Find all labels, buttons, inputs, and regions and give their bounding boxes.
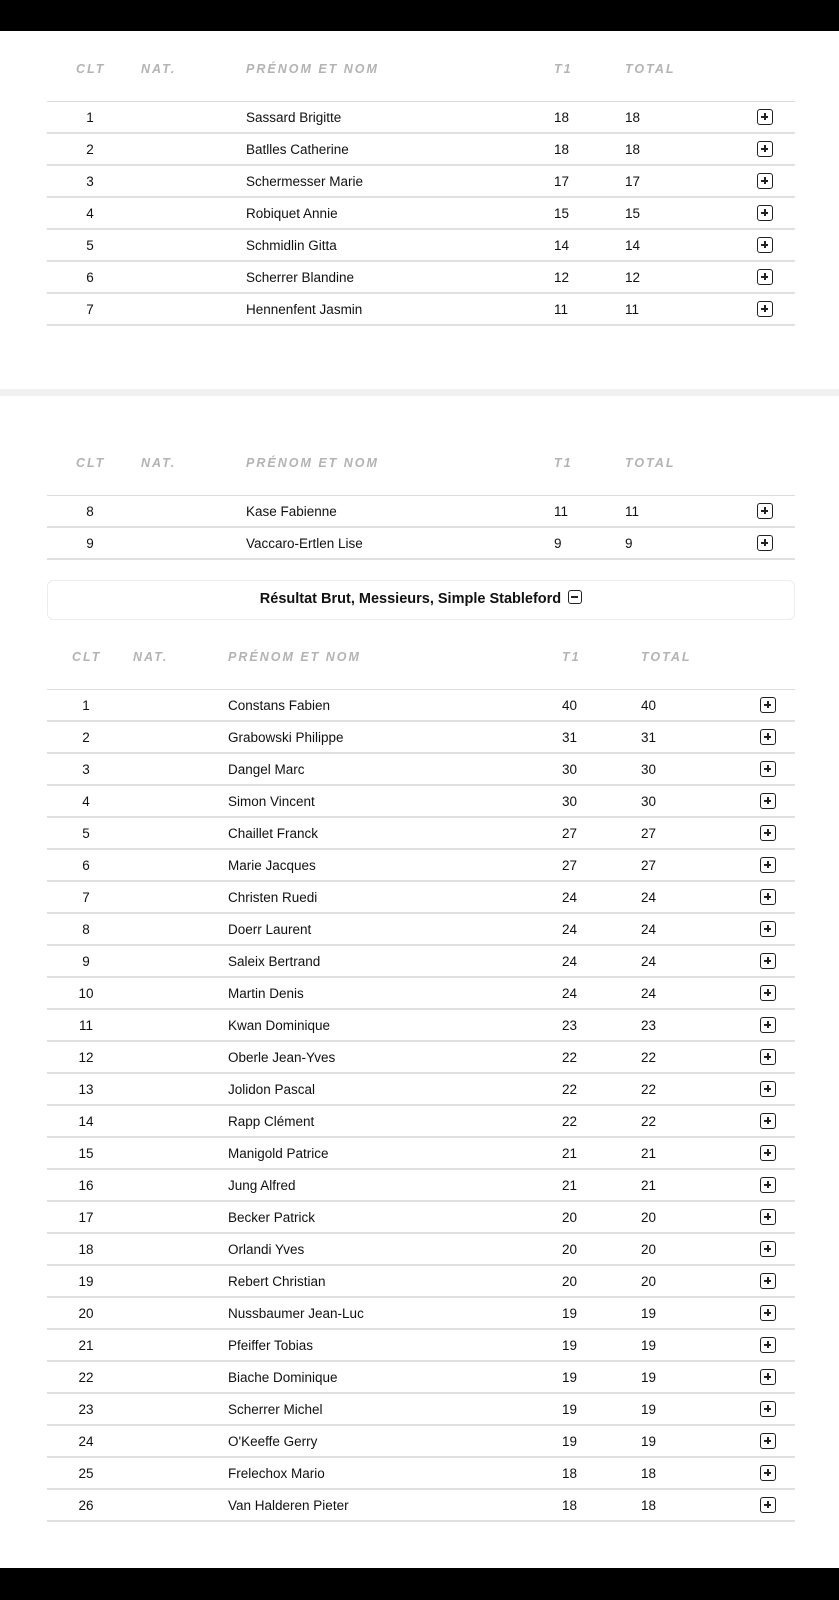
rank-cell: 1	[86, 110, 94, 125]
expand-row-icon[interactable]	[760, 1081, 776, 1097]
player-name: Vaccaro-Ertlen Lise	[246, 536, 363, 551]
total-score: 40	[641, 698, 657, 713]
rank-cell: 12	[78, 1050, 94, 1065]
player-name: Becker Patrick	[228, 1210, 316, 1225]
player-name: Pfeiffer Tobias	[228, 1338, 314, 1353]
column-header-clt[interactable]: CLT	[72, 650, 102, 664]
expand-row-icon[interactable]	[760, 1465, 776, 1481]
expand-row-icon[interactable]	[760, 985, 776, 1001]
total-score: 14	[625, 238, 641, 253]
total-score: 22	[641, 1050, 657, 1065]
rank-cell: 26	[78, 1498, 94, 1513]
column-header-t1[interactable]: T1	[554, 456, 573, 470]
table-row[interactable]	[47, 882, 795, 914]
total-score: 27	[641, 858, 657, 873]
player-name: Orlandi Yves	[228, 1242, 305, 1257]
player-name: Scherrer Blandine	[246, 270, 355, 285]
player-name: Nussbaumer Jean-Luc	[228, 1306, 364, 1321]
rank-cell: 2	[82, 730, 90, 745]
player-name: Chaillet Franck	[228, 826, 319, 841]
table-row[interactable]	[47, 818, 795, 850]
column-header-nat[interactable]: NAT.	[133, 650, 169, 664]
rank-cell: 13	[78, 1082, 94, 1097]
player-name: Saleix Bertrand	[228, 954, 321, 969]
total-score: 30	[641, 762, 657, 777]
total-score: 12	[625, 270, 641, 285]
table-row[interactable]	[47, 1298, 795, 1330]
total-score: 30	[641, 794, 657, 809]
t1-score: 21	[562, 1146, 578, 1161]
column-header-name[interactable]: PRÉNOM ET NOM	[228, 650, 361, 664]
column-header-nat[interactable]: NAT.	[141, 62, 177, 76]
t1-score: 19	[562, 1370, 578, 1385]
player-name: Rebert Christian	[228, 1274, 326, 1289]
expand-row-icon[interactable]	[760, 697, 776, 713]
column-header-nat[interactable]: NAT.	[141, 456, 177, 470]
t1-score: 15	[554, 206, 570, 221]
player-name: Kase Fabienne	[246, 504, 337, 519]
column-header-clt[interactable]: CLT	[76, 456, 106, 470]
table-row[interactable]	[47, 978, 795, 1010]
rank-cell: 24	[78, 1434, 94, 1449]
table-row[interactable]	[47, 722, 795, 754]
player-name: Schmidlin Gitta	[246, 238, 337, 253]
t1-score: 17	[554, 174, 570, 189]
t1-score: 18	[562, 1498, 578, 1513]
rank-cell: 9	[86, 536, 94, 551]
player-name: Constans Fabien	[228, 698, 331, 713]
total-score: 24	[641, 890, 657, 905]
table-body	[47, 689, 795, 1522]
total-score: 24	[641, 986, 657, 1001]
table-row[interactable]	[47, 690, 795, 722]
player-name: Jolidon Pascal	[228, 1082, 316, 1097]
t1-score: 40	[562, 698, 578, 713]
total-score: 18	[641, 1498, 657, 1513]
section-divider	[0, 389, 839, 396]
t1-score: 24	[562, 954, 578, 969]
column-header-name[interactable]: PRÉNOM ET NOM	[246, 456, 379, 470]
t1-score: 18	[562, 1466, 578, 1481]
total-score: 17	[625, 174, 641, 189]
total-score: 20	[641, 1210, 657, 1225]
table-row[interactable]	[47, 166, 795, 198]
expand-row-icon[interactable]	[760, 1209, 776, 1225]
player-name: Rapp Clément	[228, 1114, 315, 1129]
t1-score: 12	[554, 270, 570, 285]
expand-row-icon[interactable]	[760, 1369, 776, 1385]
table-row[interactable]	[47, 786, 795, 818]
rank-cell: 3	[86, 174, 94, 189]
expand-row-icon[interactable]	[757, 237, 773, 253]
total-score: 18	[625, 110, 641, 125]
expand-row-icon[interactable]	[760, 921, 776, 937]
table-row[interactable]	[47, 262, 795, 294]
t1-score: 19	[562, 1434, 578, 1449]
t1-score: 21	[562, 1178, 578, 1193]
table-row[interactable]	[47, 1234, 795, 1266]
player-name: Doerr Laurent	[228, 922, 312, 937]
table-row[interactable]	[47, 1394, 795, 1426]
section-header-men-brut[interactable]	[47, 580, 795, 620]
table-row[interactable]	[47, 294, 795, 326]
player-name: Frelechox Mario	[228, 1466, 325, 1481]
table-body	[47, 101, 795, 326]
total-score: 21	[641, 1146, 657, 1161]
t1-score: 9	[554, 536, 562, 551]
table-row[interactable]	[47, 1458, 795, 1490]
expand-row-icon[interactable]	[757, 269, 773, 285]
table-header	[47, 62, 795, 94]
results-table-men	[47, 650, 795, 1513]
player-name: Dangel Marc	[228, 762, 305, 777]
column-header-t1[interactable]: T1	[554, 62, 573, 76]
expand-row-icon[interactable]	[760, 1273, 776, 1289]
rank-cell: 10	[78, 986, 94, 1001]
rank-cell: 18	[78, 1242, 94, 1257]
column-header-t1[interactable]: T1	[562, 650, 581, 664]
expand-row-icon[interactable]	[757, 301, 773, 317]
rank-cell: 19	[78, 1274, 94, 1289]
total-score: 19	[641, 1338, 657, 1353]
table-header	[47, 650, 795, 682]
column-header-clt[interactable]: CLT	[76, 62, 106, 76]
table-row[interactable]	[47, 946, 795, 978]
total-score: 27	[641, 826, 657, 841]
t1-score: 23	[562, 1018, 578, 1033]
t1-score: 18	[554, 110, 570, 125]
t1-score: 19	[562, 1338, 578, 1353]
expand-row-icon[interactable]	[760, 889, 776, 905]
player-name: Oberle Jean-Yves	[228, 1050, 336, 1065]
t1-score: 24	[562, 986, 578, 1001]
table-row[interactable]	[47, 1138, 795, 1170]
expand-row-icon[interactable]	[760, 857, 776, 873]
table-row[interactable]	[47, 1042, 795, 1074]
t1-score: 27	[562, 858, 578, 873]
t1-score: 14	[554, 238, 570, 253]
table-row[interactable]	[47, 1202, 795, 1234]
rank-cell: 25	[78, 1466, 94, 1481]
player-name: Grabowski Philippe	[228, 730, 344, 745]
rank-cell: 11	[78, 1018, 93, 1033]
rank-cell: 16	[78, 1178, 94, 1193]
player-name: Van Halderen Pieter	[228, 1498, 349, 1513]
rank-cell: 6	[86, 270, 94, 285]
expand-row-icon[interactable]	[757, 535, 773, 551]
t1-score: 19	[562, 1306, 578, 1321]
expand-row-icon[interactable]	[757, 109, 773, 125]
expand-row-icon[interactable]	[760, 1305, 776, 1321]
t1-score: 19	[562, 1402, 578, 1417]
t1-score: 22	[562, 1050, 578, 1065]
expand-row-icon[interactable]	[760, 1113, 776, 1129]
total-score: 19	[641, 1434, 657, 1449]
t1-score: 24	[562, 922, 578, 937]
table-row[interactable]	[47, 496, 795, 528]
rank-cell: 8	[86, 504, 94, 519]
player-name: Simon Vincent	[228, 794, 315, 809]
total-score: 19	[641, 1370, 657, 1385]
table-row[interactable]	[47, 1426, 795, 1458]
table-row[interactable]	[47, 134, 795, 166]
total-score: 21	[641, 1178, 657, 1193]
t1-score: 27	[562, 826, 578, 841]
rank-cell: 7	[86, 302, 94, 317]
expand-row-icon[interactable]	[760, 1401, 776, 1417]
expand-row-icon[interactable]	[757, 141, 773, 157]
top-bar	[0, 0, 839, 31]
expand-row-icon[interactable]	[760, 953, 776, 969]
total-score: 20	[641, 1242, 657, 1257]
player-name: Hennenfent Jasmin	[246, 302, 363, 317]
t1-score: 18	[554, 142, 570, 157]
player-name: Robiquet Annie	[246, 206, 338, 221]
expand-row-icon[interactable]	[760, 793, 776, 809]
table-row[interactable]	[47, 1074, 795, 1106]
player-name: Martin Denis	[228, 986, 304, 1001]
t1-score: 24	[562, 890, 578, 905]
results-table-women-2	[47, 456, 795, 551]
expand-row-icon[interactable]	[757, 503, 773, 519]
expand-row-icon[interactable]	[760, 1177, 776, 1193]
table-row[interactable]	[47, 1362, 795, 1394]
rank-cell: 1	[82, 698, 90, 713]
total-score: 31	[641, 730, 657, 745]
table-row[interactable]	[47, 1010, 795, 1042]
total-score: 23	[641, 1018, 657, 1033]
column-header-total[interactable]: TOTAL	[625, 62, 676, 76]
rank-cell: 9	[82, 954, 90, 969]
table-row[interactable]	[47, 198, 795, 230]
collapse-icon[interactable]	[568, 590, 582, 604]
player-name: Scherrer Michel	[228, 1402, 323, 1417]
t1-score: 11	[554, 504, 569, 519]
rank-cell: 6	[82, 858, 90, 873]
rank-cell: 4	[86, 206, 94, 221]
total-score: 22	[641, 1082, 657, 1097]
results-table-women-1	[47, 62, 795, 317]
table-row[interactable]	[47, 528, 795, 560]
expand-row-icon[interactable]	[757, 173, 773, 189]
table-row[interactable]	[47, 914, 795, 946]
expand-row-icon[interactable]	[760, 729, 776, 745]
total-score: 11	[625, 302, 640, 317]
table-body	[47, 495, 795, 560]
rank-cell: 8	[82, 922, 90, 937]
rank-cell: 5	[86, 238, 94, 253]
total-score: 19	[641, 1402, 657, 1417]
t1-score: 20	[562, 1274, 578, 1289]
bottom-bar	[0, 1568, 839, 1600]
player-name: Sassard Brigitte	[246, 110, 342, 125]
t1-score: 22	[562, 1082, 578, 1097]
total-score: 24	[641, 954, 657, 969]
expand-row-icon[interactable]	[757, 205, 773, 221]
total-score: 24	[641, 922, 657, 937]
table-row[interactable]	[47, 1266, 795, 1298]
total-score: 18	[641, 1466, 657, 1481]
player-name: Marie Jacques	[228, 858, 316, 873]
expand-row-icon[interactable]	[760, 1049, 776, 1065]
player-name: Batlles Catherine	[246, 142, 349, 157]
total-score: 18	[625, 142, 641, 157]
rank-cell: 2	[86, 142, 94, 157]
rank-cell: 4	[82, 794, 90, 809]
table-row[interactable]	[47, 1170, 795, 1202]
t1-score: 20	[562, 1210, 578, 1225]
player-name: Schermesser Marie	[246, 174, 364, 189]
total-score: 22	[641, 1114, 657, 1129]
rank-cell: 20	[78, 1306, 94, 1321]
total-score: 9	[625, 536, 633, 551]
expand-row-icon[interactable]	[760, 1337, 776, 1353]
column-header-name[interactable]: PRÉNOM ET NOM	[246, 62, 379, 76]
player-name: Christen Ruedi	[228, 890, 318, 905]
t1-score: 22	[562, 1114, 578, 1129]
rank-cell: 21	[78, 1338, 94, 1353]
table-row[interactable]	[47, 230, 795, 262]
section-title: Résultat Brut, Messieurs, Simple Stableford	[259, 591, 562, 607]
expand-row-icon[interactable]	[760, 761, 776, 777]
table-row[interactable]	[47, 850, 795, 882]
rank-cell: 17	[78, 1210, 94, 1225]
total-score: 11	[625, 504, 640, 519]
player-name: Kwan Dominique	[228, 1018, 331, 1033]
expand-row-icon[interactable]	[760, 825, 776, 841]
player-name: Manigold Patrice	[228, 1146, 329, 1161]
rank-cell: 7	[82, 890, 90, 905]
table-row[interactable]	[47, 1490, 795, 1522]
table-row[interactable]	[47, 1330, 795, 1362]
total-score: 20	[641, 1274, 657, 1289]
rank-cell: 22	[78, 1370, 94, 1385]
table-row[interactable]	[47, 1106, 795, 1138]
player-name: O'Keeffe Gerry	[228, 1434, 318, 1449]
table-row[interactable]	[47, 102, 795, 134]
expand-row-icon[interactable]	[760, 1433, 776, 1449]
t1-score: 11	[554, 302, 569, 317]
rank-cell: 5	[82, 826, 90, 841]
t1-score: 20	[562, 1242, 578, 1257]
t1-score: 30	[562, 762, 578, 777]
total-score: 19	[641, 1306, 657, 1321]
column-header-total[interactable]: TOTAL	[625, 456, 676, 470]
expand-row-icon[interactable]	[760, 1017, 776, 1033]
rank-cell: 23	[78, 1402, 94, 1417]
rank-cell: 3	[82, 762, 90, 777]
t1-score: 31	[562, 730, 578, 745]
rank-cell: 14	[78, 1114, 94, 1129]
player-name: Jung Alfred	[228, 1178, 296, 1193]
expand-row-icon[interactable]	[760, 1241, 776, 1257]
table-header	[47, 456, 795, 488]
expand-row-icon[interactable]	[760, 1497, 776, 1513]
rank-cell: 15	[78, 1146, 94, 1161]
total-score: 15	[625, 206, 641, 221]
column-header-total[interactable]: TOTAL	[641, 650, 692, 664]
t1-score: 30	[562, 794, 578, 809]
table-row[interactable]	[47, 754, 795, 786]
expand-row-icon[interactable]	[760, 1145, 776, 1161]
player-name: Biache Dominique	[228, 1370, 338, 1385]
